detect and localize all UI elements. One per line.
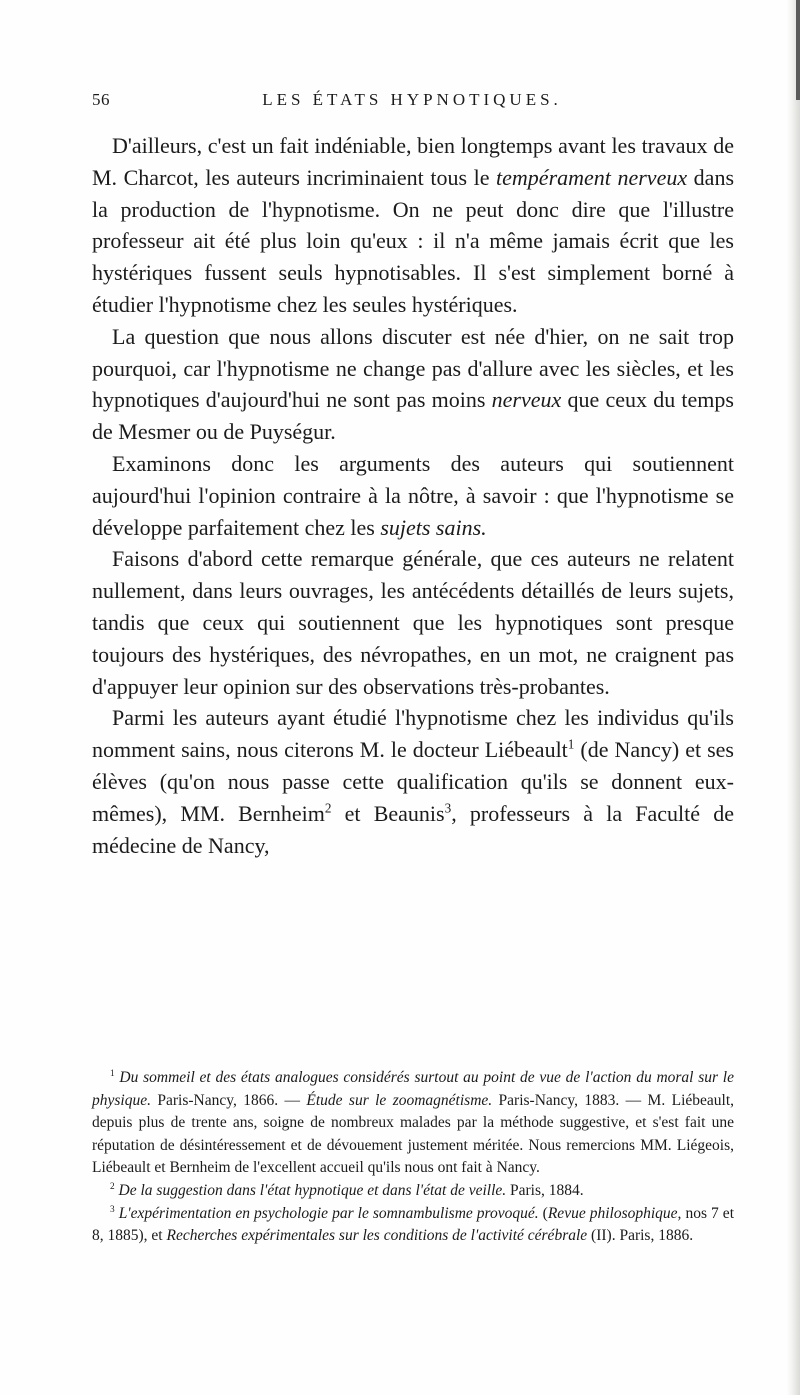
text-run: Paris-Nancy, 1883. — M. Liébeault, depuis plus de trente ans, soigne de nombreux malades par la méthode suggestive, et s'est fait une réputation de désintéressement et de dévouement justement méritée. Nous remercions MM. Liégeois, Liébeault et Bernheim de l'excellent accueil qu'ils nous ont fait à Nancy. [92, 1091, 734, 1177]
text-run: Faisons d'abord cette remarque générale, que ces auteurs ne relatent nullement, dans leurs ouvrages, les antécédents détaillés de leurs sujets, tandis que ceux qui soutiennent que les hypnotiques sont presque toujours des hystériques, des névropathes, en un mot, ne craignent pas d'appuyer leur opinion sur des observations très-probantes. [92, 546, 734, 699]
paragraph [92, 130, 734, 321]
italic-text: L'expérimentation en psychologie par le somnambulisme provoqué. [118, 1204, 539, 1222]
italic-text: sujets sains. [380, 514, 487, 540]
footnote [92, 1180, 734, 1203]
italic-text: Étude sur le zoomagnétisme. [306, 1091, 493, 1109]
text-run: Parmi les auteurs ayant étudié l'hypnotisme chez les individus qu'ils nomment sains, nous citerons M. le docteur Liébeault [92, 705, 734, 763]
text-run: Paris, 1884. [506, 1181, 584, 1199]
text-run: dans la production de l'hypnotisme. On ne peut donc dire que l'illustre professeur ait été plus loin qu'eux : il n'a même jamais écrit que les hystériques fussent seuls hypnotisables. Il s'est simplement borné à étudier l'hypnotisme chez les seules hystériques. [92, 164, 735, 317]
paragraph [92, 321, 734, 448]
page-edge [786, 0, 800, 1395]
text-run: Examinons donc les arguments des auteurs qui soutiennent aujourd'hui l'opinion contraire à la nôtre, à savoir : que l'hypnotisme se développe parfaitement chez les [92, 450, 734, 540]
paragraph [92, 448, 734, 543]
page-number: 56 [92, 90, 110, 109]
italic-text: Revue philosophique, [547, 1204, 682, 1222]
paragraph [92, 543, 734, 702]
note-reference: 3 [444, 800, 452, 816]
italic-text: Recherches expérimentales sur les conditions de l'activité cérébrale [166, 1227, 588, 1245]
text-run: La question que nous allons discuter est née d'hier, on ne sait trop pourquoi, car l'hypnotisme ne change pas d'allure avec les siècles, et les hypnotiques d'aujourd'hui ne sont pas moins [92, 323, 734, 413]
footnote [92, 1067, 734, 1180]
italic-text: nerveux [491, 387, 562, 413]
running-title: LES ÉTATS HYPNOTIQUES. [262, 90, 562, 109]
note-reference: 3 [110, 1204, 115, 1215]
footnotes [92, 1067, 734, 1248]
text-run: Paris-Nancy, 1866. — [150, 1091, 307, 1109]
text-run: (II). Paris, 1886. [587, 1227, 694, 1245]
note-reference: 1 [567, 736, 575, 752]
text-run: (de Nancy) et ses élèves (qu'on nous passe cette qualification qu'ils se donnent eux-mêmes), MM. Bernheim [92, 737, 734, 826]
text-run: et Beaunis [331, 800, 445, 826]
italic-text: De la suggestion dans l'état hypnotique et dans l'état de veille. [118, 1181, 507, 1199]
footnote [92, 1203, 734, 1248]
text-run: D'ailleurs, c'est un fait indéniable, bien longtemps avant les travaux de M. Charcot, les auteurs incriminaient tous le [92, 133, 734, 190]
paragraph [92, 702, 734, 861]
note-reference: 2 [324, 800, 332, 816]
text-run: ( [538, 1204, 548, 1222]
italic-text: tempérament nerveux [496, 164, 688, 190]
note-reference: 1 [110, 1068, 115, 1079]
body-text [92, 130, 734, 861]
text-run: que ceux du temps de Mesmer ou de Puységur. [92, 387, 734, 445]
italic-text: Du sommeil et des états analogues considérés surtout au point de vue de l'action du moral sur le physique. [92, 1069, 734, 1109]
text-run: , professeurs à la Faculté de médecine de Nancy, [92, 800, 734, 858]
note-reference: 2 [110, 1181, 115, 1192]
page-header [92, 90, 732, 116]
text-run: nos 7 et 8, 1885), et [92, 1204, 734, 1245]
